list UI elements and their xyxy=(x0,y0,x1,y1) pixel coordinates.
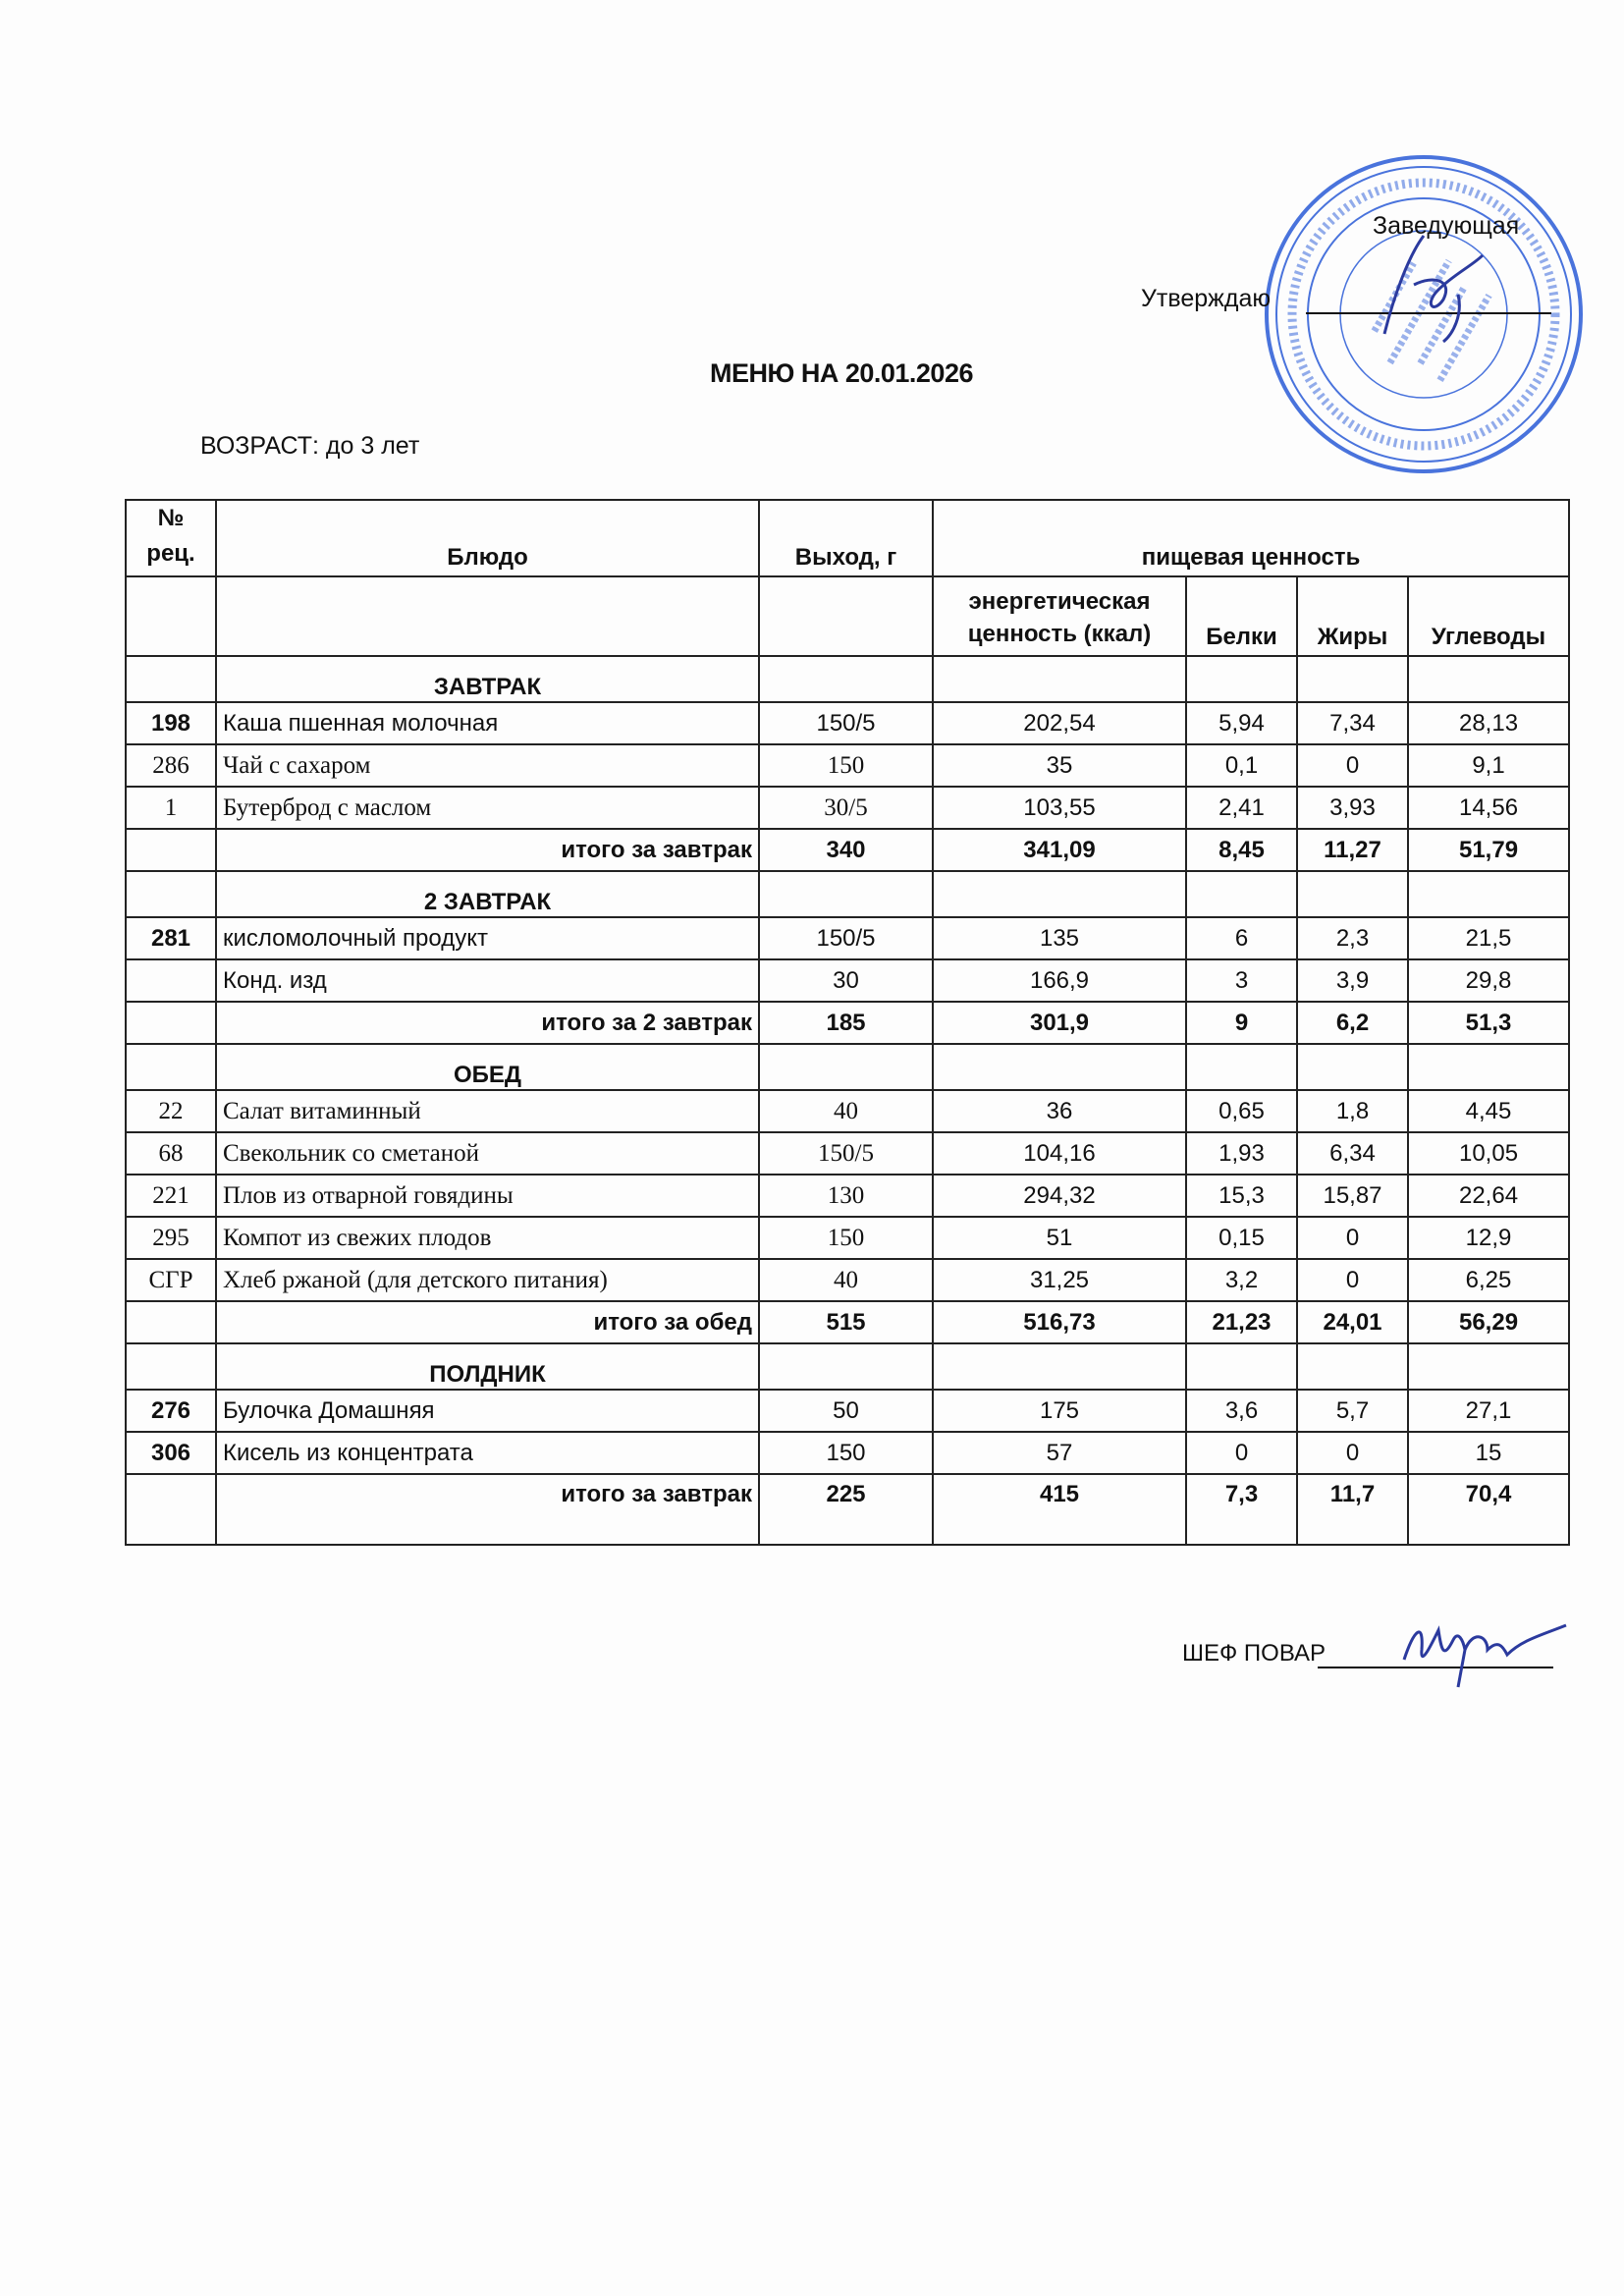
dish-name: Свекольник со сметаной xyxy=(216,1132,759,1175)
table-row xyxy=(126,702,1569,744)
empty-cell xyxy=(1297,656,1408,702)
fat: 6,34 xyxy=(1297,1132,1408,1175)
empty-cell xyxy=(1408,656,1569,702)
empty-cell xyxy=(1186,871,1297,917)
yield: 40 xyxy=(759,1090,933,1132)
empty-cell xyxy=(1186,1044,1297,1090)
subheader-row xyxy=(126,576,1569,656)
empty-cell xyxy=(1297,1343,1408,1390)
recipe-number: 198 xyxy=(126,702,216,744)
fat: 3,9 xyxy=(1297,959,1408,1002)
header-fat: Жиры xyxy=(1297,576,1408,656)
empty-cell xyxy=(126,1044,216,1090)
empty-cell xyxy=(126,871,216,917)
protein: 21,23 xyxy=(1186,1301,1297,1343)
empty-cell xyxy=(759,871,933,917)
recipe-number: 1 xyxy=(126,787,216,829)
energy: 202,54 xyxy=(933,702,1186,744)
empty-cell xyxy=(1408,1044,1569,1090)
table-row xyxy=(126,1259,1569,1301)
table-row xyxy=(126,959,1569,1002)
empty-cell xyxy=(1297,871,1408,917)
empty-cell xyxy=(759,1343,933,1390)
fat: 6,2 xyxy=(1297,1002,1408,1044)
fat: 11,7 xyxy=(1297,1474,1408,1545)
protein: 6 xyxy=(1186,917,1297,959)
empty-cell xyxy=(126,1474,216,1545)
dish-name: Плов из отварной говядины xyxy=(216,1175,759,1217)
yield: 150/5 xyxy=(759,702,933,744)
yield: 30/5 xyxy=(759,787,933,829)
dish-name: Компот из свежих плодов xyxy=(216,1217,759,1259)
energy: 301,9 xyxy=(933,1002,1186,1044)
carbs: 21,5 xyxy=(1408,917,1569,959)
section-title: ЗАВТРАК xyxy=(216,656,759,702)
carbs: 56,29 xyxy=(1408,1301,1569,1343)
yield: 150 xyxy=(759,1217,933,1259)
empty-cell xyxy=(933,1044,1186,1090)
empty-cell xyxy=(126,1343,216,1390)
recipe-number: 286 xyxy=(126,744,216,787)
empty-cell xyxy=(216,576,759,656)
header-nutrition: пищевая ценность xyxy=(933,500,1569,576)
energy: 341,09 xyxy=(933,829,1186,871)
empty-cell xyxy=(759,576,933,656)
yield: 30 xyxy=(759,959,933,1002)
energy: 57 xyxy=(933,1432,1186,1474)
energy: 294,32 xyxy=(933,1175,1186,1217)
empty-cell xyxy=(126,656,216,702)
protein: 15,3 xyxy=(1186,1175,1297,1217)
total-row xyxy=(126,1301,1569,1343)
dish-name: Булочка Домашняя xyxy=(216,1390,759,1432)
chef-label: ШЕФ ПОВАР xyxy=(1182,1640,1326,1667)
dish-name: Кисель из концентрата xyxy=(216,1432,759,1474)
yield: 515 xyxy=(759,1301,933,1343)
energy: 36 xyxy=(933,1090,1186,1132)
dish-name: кисломолочный продукт xyxy=(216,917,759,959)
header-carbs: Углеводы xyxy=(1408,576,1569,656)
carbs: 51,3 xyxy=(1408,1002,1569,1044)
carbs: 29,8 xyxy=(1408,959,1569,1002)
approver-position: Заведующая xyxy=(1373,212,1520,240)
carbs: 15 xyxy=(1408,1432,1569,1474)
yield: 185 xyxy=(759,1002,933,1044)
recipe-number: 68 xyxy=(126,1132,216,1175)
energy: 104,16 xyxy=(933,1132,1186,1175)
fat: 15,87 xyxy=(1297,1175,1408,1217)
protein: 0,15 xyxy=(1186,1217,1297,1259)
dish-name: итого за обед xyxy=(216,1301,759,1343)
energy: 103,55 xyxy=(933,787,1186,829)
empty-cell xyxy=(1186,1343,1297,1390)
age-group: ВОЗРАСТ: до 3 лет xyxy=(200,432,420,460)
fat: 11,27 xyxy=(1297,829,1408,871)
empty-cell xyxy=(933,1343,1186,1390)
empty-cell xyxy=(1186,656,1297,702)
table-row xyxy=(126,1390,1569,1432)
recipe-number: 306 xyxy=(126,1432,216,1474)
energy: 35 xyxy=(933,744,1186,787)
yield: 150 xyxy=(759,744,933,787)
fat: 0 xyxy=(1297,1259,1408,1301)
recipe-number: 221 xyxy=(126,1175,216,1217)
dish-name: Хлеб ржаной (для детского питания) xyxy=(216,1259,759,1301)
dish-name: Каша пшенная молочная xyxy=(216,702,759,744)
protein: 0,1 xyxy=(1186,744,1297,787)
page-title: МЕНЮ НА 20.01.2026 xyxy=(710,358,973,388)
dish-name: Конд. изд xyxy=(216,959,759,1002)
empty-cell xyxy=(933,656,1186,702)
section-row xyxy=(126,871,1569,917)
empty-cell xyxy=(126,829,216,871)
carbs: 27,1 xyxy=(1408,1390,1569,1432)
recipe-number: 276 xyxy=(126,1390,216,1432)
dish-name: Салат витаминный xyxy=(216,1090,759,1132)
fat: 5,7 xyxy=(1297,1390,1408,1432)
empty-cell xyxy=(1408,1343,1569,1390)
carbs: 28,13 xyxy=(1408,702,1569,744)
yield: 150/5 xyxy=(759,917,933,959)
carbs: 12,9 xyxy=(1408,1217,1569,1259)
approve-label: Утверждаю xyxy=(1141,285,1272,312)
empty-cell xyxy=(759,656,933,702)
yield: 225 xyxy=(759,1474,933,1545)
recipe-number: СГР xyxy=(126,1259,216,1301)
yield: 150/5 xyxy=(759,1132,933,1175)
recipe-number: 295 xyxy=(126,1217,216,1259)
protein: 9 xyxy=(1186,1002,1297,1044)
dish-name: итого за завтрак xyxy=(216,1474,759,1545)
protein: 1,93 xyxy=(1186,1132,1297,1175)
energy: 31,25 xyxy=(933,1259,1186,1301)
energy: 415 xyxy=(933,1474,1186,1545)
carbs: 9,1 xyxy=(1408,744,1569,787)
fat: 1,8 xyxy=(1297,1090,1408,1132)
fat: 7,34 xyxy=(1297,702,1408,744)
carbs: 6,25 xyxy=(1408,1259,1569,1301)
yield: 150 xyxy=(759,1432,933,1474)
yield: 40 xyxy=(759,1259,933,1301)
protein: 3 xyxy=(1186,959,1297,1002)
section-title: ОБЕД xyxy=(216,1044,759,1090)
protein: 0,65 xyxy=(1186,1090,1297,1132)
fat: 2,3 xyxy=(1297,917,1408,959)
menu-table xyxy=(125,499,1570,1546)
empty-cell xyxy=(1297,1044,1408,1090)
protein: 8,45 xyxy=(1186,829,1297,871)
total-row xyxy=(126,1474,1569,1545)
yield: 130 xyxy=(759,1175,933,1217)
recipe-number: 281 xyxy=(126,917,216,959)
carbs: 10,05 xyxy=(1408,1132,1569,1175)
table-row xyxy=(126,787,1569,829)
empty-cell xyxy=(126,576,216,656)
empty-cell xyxy=(126,1002,216,1044)
fat: 0 xyxy=(1297,1217,1408,1259)
energy: 516,73 xyxy=(933,1301,1186,1343)
carbs: 4,45 xyxy=(1408,1090,1569,1132)
carbs: 70,4 xyxy=(1408,1474,1569,1545)
section-row xyxy=(126,1044,1569,1090)
header-protein: Белки xyxy=(1186,576,1297,656)
protein: 7,3 xyxy=(1186,1474,1297,1545)
total-row xyxy=(126,829,1569,871)
section-title: ПОЛДНИК xyxy=(216,1343,759,1390)
empty-cell xyxy=(126,959,216,1002)
energy: 166,9 xyxy=(933,959,1186,1002)
table-row xyxy=(126,1090,1569,1132)
fat: 0 xyxy=(1297,1432,1408,1474)
dish-name: Бутерброд с маслом xyxy=(216,787,759,829)
carbs: 14,56 xyxy=(1408,787,1569,829)
header-energy: энергетическая ценность (ккал) xyxy=(933,576,1186,656)
dish-name: итого за завтрак xyxy=(216,829,759,871)
carbs: 51,79 xyxy=(1408,829,1569,871)
carbs: 22,64 xyxy=(1408,1175,1569,1217)
yield: 340 xyxy=(759,829,933,871)
table-row xyxy=(126,1132,1569,1175)
chef-signature xyxy=(1394,1611,1571,1689)
protein: 2,41 xyxy=(1186,787,1297,829)
table-row xyxy=(126,1175,1569,1217)
table-row xyxy=(126,1432,1569,1474)
director-signature xyxy=(1365,226,1492,344)
energy: 51 xyxy=(933,1217,1186,1259)
protein: 5,94 xyxy=(1186,702,1297,744)
empty-cell xyxy=(933,871,1186,917)
header-num: № рец. xyxy=(126,500,216,576)
total-row xyxy=(126,1002,1569,1044)
fat: 24,01 xyxy=(1297,1301,1408,1343)
section-row xyxy=(126,1343,1569,1390)
empty-cell xyxy=(759,1044,933,1090)
energy: 135 xyxy=(933,917,1186,959)
yield: 50 xyxy=(759,1390,933,1432)
dish-name: Чай с сахаром xyxy=(216,744,759,787)
fat: 3,93 xyxy=(1297,787,1408,829)
protein: 3,6 xyxy=(1186,1390,1297,1432)
table-row xyxy=(126,1217,1569,1259)
header-dish: Блюдо xyxy=(216,500,759,576)
section-row xyxy=(126,656,1569,702)
recipe-number: 22 xyxy=(126,1090,216,1132)
empty-cell xyxy=(126,1301,216,1343)
header-yield: Выход, г xyxy=(759,500,933,576)
protein: 0 xyxy=(1186,1432,1297,1474)
fat: 0 xyxy=(1297,744,1408,787)
table-row xyxy=(126,744,1569,787)
dish-name: итого за 2 завтрак xyxy=(216,1002,759,1044)
energy: 175 xyxy=(933,1390,1186,1432)
header-row xyxy=(126,500,1569,576)
table-row xyxy=(126,917,1569,959)
protein: 3,2 xyxy=(1186,1259,1297,1301)
empty-cell xyxy=(1408,871,1569,917)
section-title: 2 ЗАВТРАК xyxy=(216,871,759,917)
